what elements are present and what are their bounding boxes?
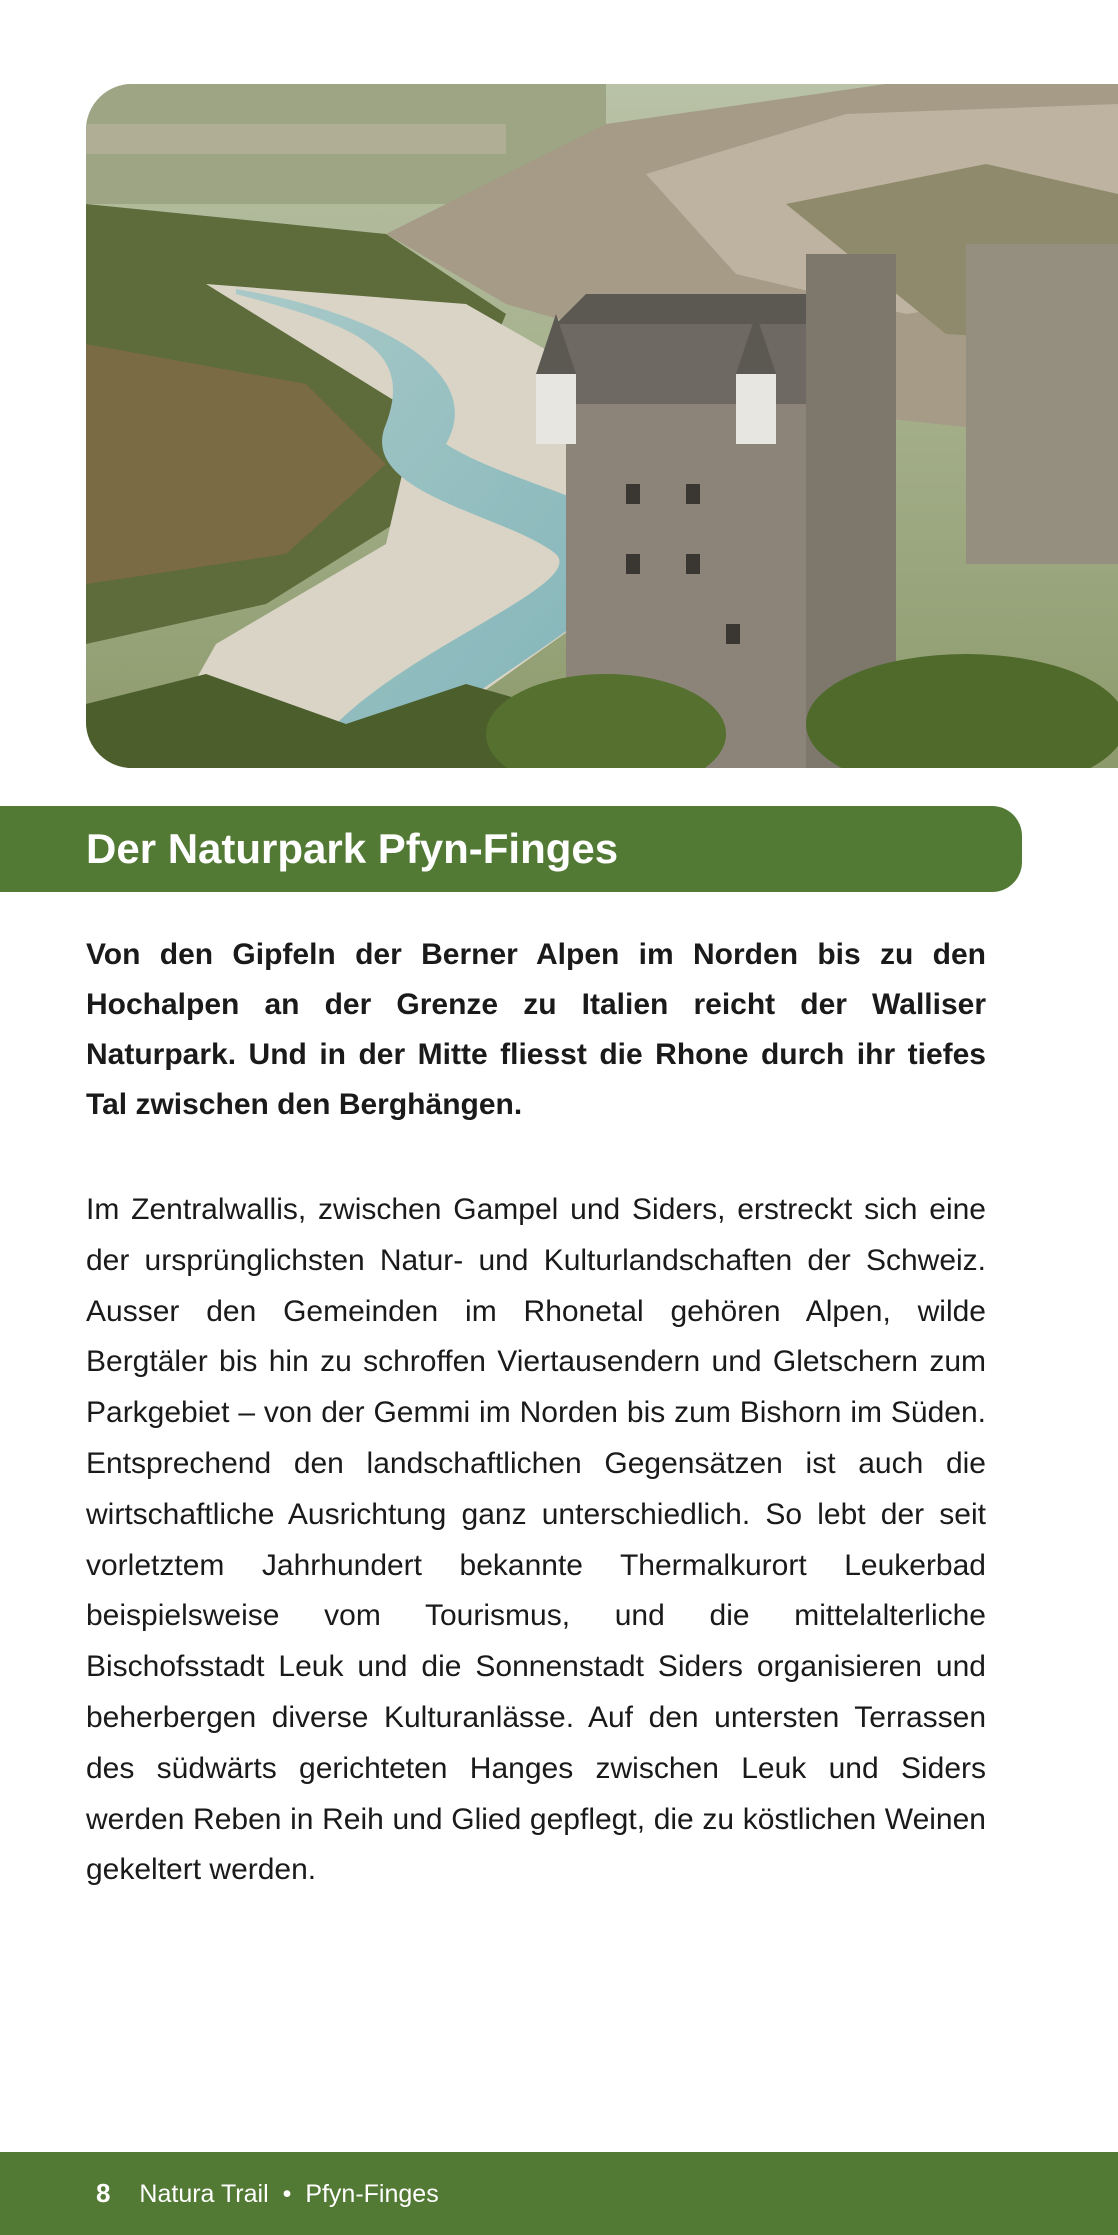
body-paragraph: Im Zentralwallis, zwischen Gampel und Siders, erstreckt sich eine der ursprünglichsten Natur- und Kulturlandschaften der Schweiz. Ausser den Gemeinden im Rhonetal gehören Alpen, wilde Bergtäler bis hin zu schroffen Viertausendern und Gletschern zum Parkgebiet – von der Gemmi im Norden bis zum Bishorn im Süden. Entsprechend den landschaftlichen Gegensätzen ist auch die wirtschaftliche Ausrichtung ganz unterschiedlich. So lebt der seit vorletztem Jahrhundert bekannte Thermalkurort Leukerbad beispielsweise vom Tourismus, und die mittelalterliche Bischofsstadt Leuk und die Sonnenstadt Siders organisieren und beherbergen diverse Kulturanlässe. Auf den untersten Terrassen des südwärts gerichteten Hanges zwischen Leuk und Siders werden Reben in Reih und Glied gepflegt, die zu köstlichen Weinen gekeltert werden. (86, 1193, 986, 1887)
section-title: Der Naturpark Pfyn-Finges (86, 825, 619, 872)
footer-location: Pfyn-Finges (305, 2180, 439, 2208)
footer-separator: • (282, 2180, 292, 2208)
section-title-band (0, 806, 1022, 892)
page-footer (0, 2152, 1118, 2235)
lead-paragraph: Von den Gipfeln der Berner Alpen im Norden bis zu den Hochalpen an der Grenze zu Italien reicht der Walliser Naturpark. Und in der Mitte fliesst die Rhone durch ihr tiefes Tal zwischen den Berghängen. (86, 938, 986, 1121)
footer-series: Natura Trail (139, 2180, 269, 2208)
page-number: 8 (96, 2178, 111, 2208)
landscape-illustration (86, 84, 1118, 768)
footer-content (96, 2152, 439, 2235)
hero-photo (86, 84, 1118, 768)
